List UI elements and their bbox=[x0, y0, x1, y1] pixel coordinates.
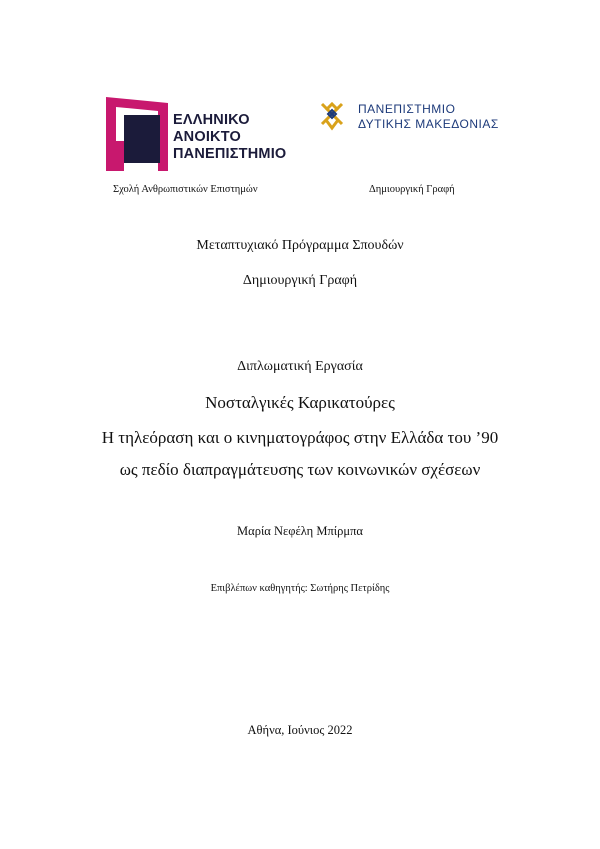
eap-logo-line: ΑΝΟΙΚΤΟ bbox=[173, 129, 241, 145]
place-date: Αθήνα, Ιούνιος 2022 bbox=[247, 723, 353, 737]
supervisor-line: Επιβλέπων καθηγητής: Σωτήρης Πετρίδης bbox=[210, 583, 390, 594]
program-title: Μεταπτυχιακό Πρόγραμμα Σπουδών bbox=[196, 238, 404, 253]
thesis-subtitle-line-2: ως πεδίο διαπραγμάτευσης των κοινωνικών σχέσεων bbox=[119, 460, 481, 479]
department-name: Δημιουργική Γραφή bbox=[369, 184, 455, 195]
uowm-logo-text bbox=[358, 102, 499, 132]
uowm-logo-line: ΔΥΤΙΚΗΣ ΜΑΚΕΔΟΝΙΑΣ bbox=[358, 117, 499, 131]
thesis-subtitle-line-1: Η τηλεόραση και ο κινηματογράφος στην Ελλάδα του ’90 bbox=[101, 428, 499, 447]
eap-logo-line: ΕΛΛΗΝΙΚΟ bbox=[173, 112, 250, 128]
uowm-logo-line: ΠΑΝΕΠΙΣΤΗΜΙΟ bbox=[358, 102, 456, 116]
thesis-title: Νοσταλγικές Καρικατούρες bbox=[205, 393, 395, 412]
eap-logo-text bbox=[173, 112, 286, 163]
school-name: Σχολή Ανθρωπιστικών Επιστημών bbox=[113, 184, 258, 195]
thesis-label: Διπλωματική Εργασία bbox=[237, 359, 363, 374]
eap-logo-line: ΠΑΝΕΠΙΣΤΗΜΙΟ bbox=[173, 146, 287, 162]
program-subtitle: Δημιουργική Γραφή bbox=[242, 273, 358, 288]
author-name: Μαρία Νεφέλη Μπίρμπα bbox=[237, 524, 363, 538]
